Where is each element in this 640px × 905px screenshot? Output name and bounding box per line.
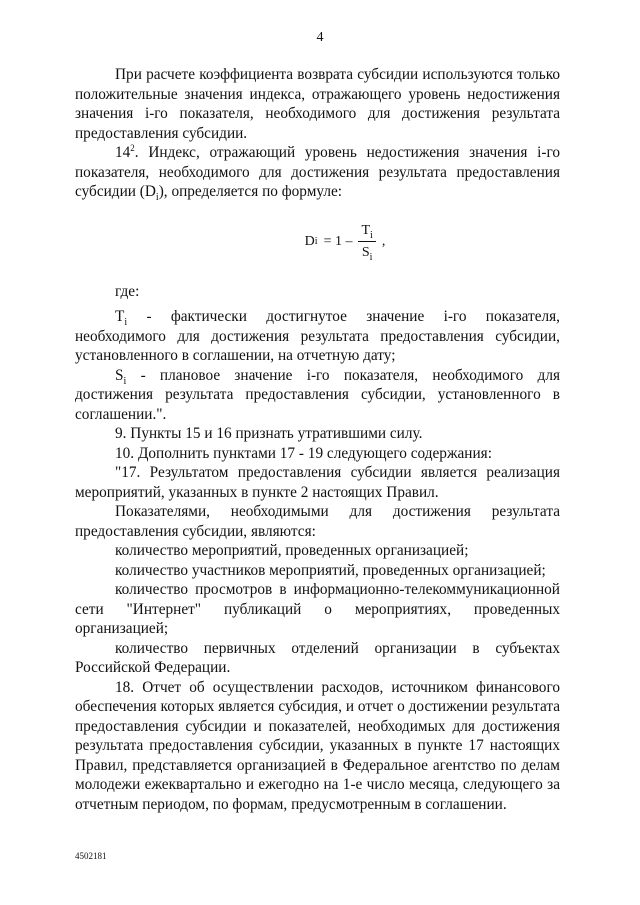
clause-text: . Индекс, отражающий уровень недостижения значения i-го показателя, необходимого для достижения результата предоставления субсидии (D <box>75 144 560 200</box>
denominator-symbol: S <box>361 245 370 260</box>
paragraph-coefficient: При расчете коэффициента возврата субсидии используются только положительные значения индекса, отражающего уровень недостижения значения i-го показателя, необходимого для достижения результата предоставления субсидии. <box>75 66 560 142</box>
indicator-events: количество мероприятий, проведенных организацией; <box>115 542 469 559</box>
clause-text-end: ), определяется по формуле: <box>158 183 343 200</box>
denominator-sub: i <box>369 251 373 263</box>
item-17: "17. Результатом предоставления субсидии является реализация мероприятий, указанных в пункте 2 настоящих Правил. <box>75 464 560 501</box>
definition-t-sub: i <box>124 317 128 329</box>
definition-s-symbol: S <box>115 366 124 384</box>
definition-t <box>75 307 560 366</box>
numerator-sub: i <box>370 229 373 241</box>
page-number: 4 <box>316 30 324 45</box>
footer-code: 4502181 <box>75 851 107 861</box>
clause-number: 14 <box>115 144 131 161</box>
indicator-views: количество просмотров в информационно-телекоммуникационной сети "Интернет" публикаций о мероприятиях, проведенных организацией; <box>75 581 560 637</box>
formula: D i = 1 – $\frac{T_i}{S_i}$ , <box>304 222 386 263</box>
formula-numerator <box>358 221 375 243</box>
item-18: 18. Отчет об осуществлении расходов, источником финансового обеспечения которых является субсидия, и отчет о достижении результата предоставления субсидии и показателей, необходимых для достижения результата предоставления субсидии, указанных в пункте 17 настоящих Правил, представляется организацией в Федеральное агентство по делам молодежи ежеквартально и ежегодно на 1-е число месяца, следующего за отчетным периодом, по формам, предусмотренным в соглашении. <box>75 678 560 813</box>
paragraph-14-2 <box>75 143 560 202</box>
document-body <box>75 65 560 814</box>
formula-fraction <box>358 221 375 263</box>
definition-s <box>75 366 560 425</box>
definition-t-symbol: T <box>115 308 125 325</box>
definition-t-text: - фактически достигнутое значение i-го показателя, необходимого для достижения результата предоставления субсидии, установленного в соглашении, на отчетную дату; <box>75 308 560 364</box>
indicator-branches: количество первичных отделений организации в субъектах Российской Федерации. <box>75 639 560 676</box>
item-10: 10. Дополнить пунктами 17 - 19 следующего содержания: <box>115 444 492 462</box>
definition-s-text: - плановое значение i-го показателя, необходимого для достижения результата предоставления субсидии, установленного в соглашении.". <box>75 366 560 423</box>
formula-tail: , <box>381 233 386 249</box>
where-label: где: <box>115 282 140 300</box>
numerator-symbol: T <box>361 222 371 238</box>
formula-denominator <box>359 242 376 263</box>
item-9: 9. Пункты 15 и 16 признать утратившими силу. <box>115 425 423 442</box>
clause-subscript: i <box>155 192 159 204</box>
formula-lhs: D <box>304 233 315 249</box>
clause-superscript: 2 <box>130 142 135 153</box>
indicators-intro: Показателями, необходимыми для достижения результата предоставления субсидии, являются: <box>75 503 560 540</box>
definition-s-sub: i <box>123 375 127 387</box>
indicator-participants: количество участников мероприятий, проведенных организацией; <box>115 561 546 579</box>
formula-eq: = 1 – <box>323 233 353 249</box>
